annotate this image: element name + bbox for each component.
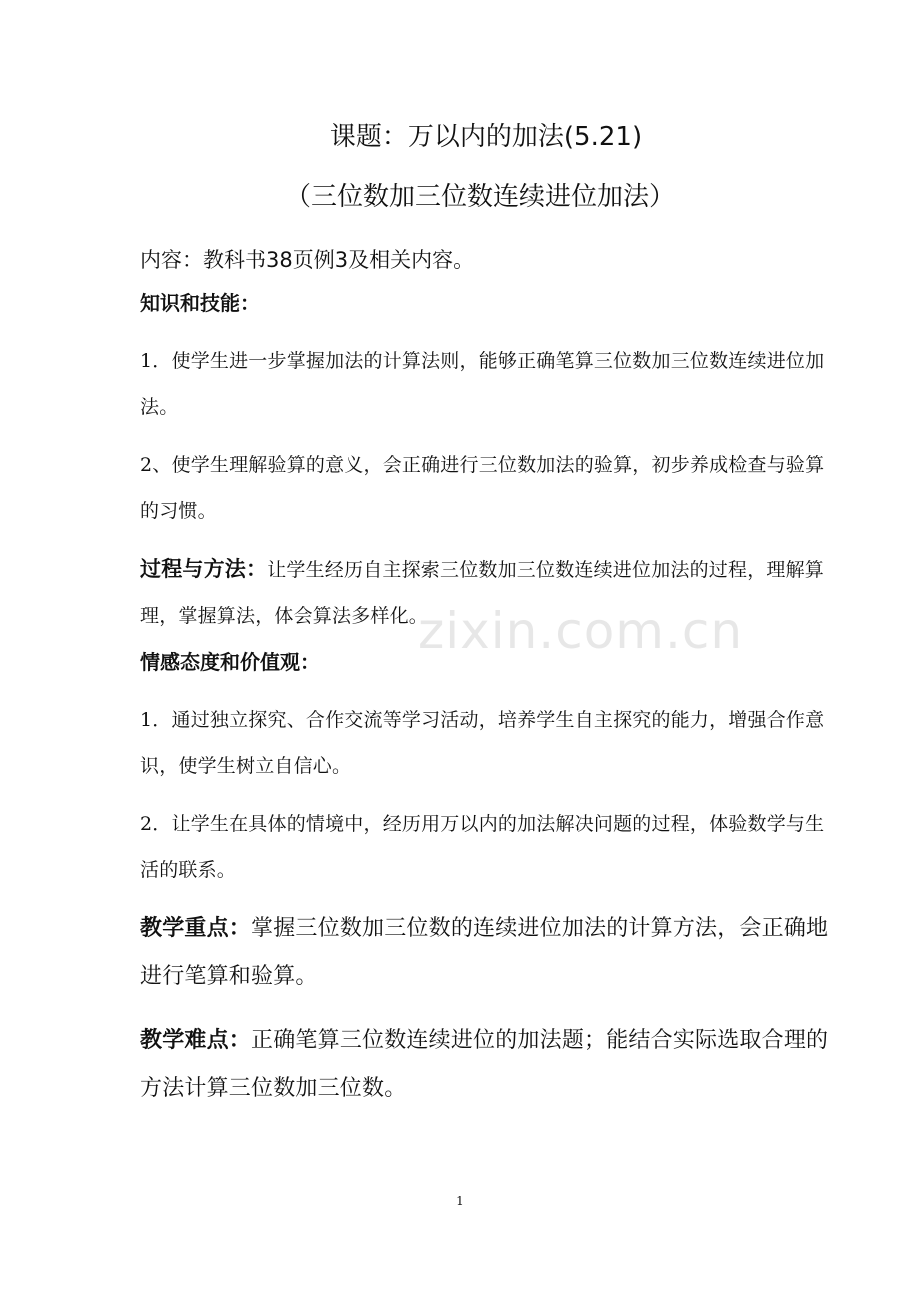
page-number: 1: [456, 1194, 464, 1208]
knowledge-item-2: 2、使学生理解验算的意义，会正确进行三位数加法的验算，初步养成检查与验算的习惯。: [140, 454, 825, 522]
emotion-heading: 情感态度和价值观：: [140, 650, 320, 674]
lesson-title: 课题：万以内的加法(5.21): [329, 122, 643, 152]
key-point-paragraph: [140, 905, 840, 1001]
key-point-text: 掌握三位数加三位数的连续进位加法的计算方法，会正确地进行笔算和验算。: [140, 916, 829, 989]
difficulty-text: 正确笔算三位数连续进位的加法题；能结合实际选取合理的方法计算三位数加三位数。: [140, 1028, 829, 1101]
watermark: zixin.com.cn: [418, 602, 744, 660]
process-lead: 过程与方法：: [140, 557, 268, 581]
emotion-item-2: 2．让学生在具体的情境中，经历用万以内的加法解决问题的过程，体验数学与生活的联系。: [140, 813, 825, 881]
knowledge-heading: 知识和技能：: [140, 291, 260, 315]
difficulty-paragraph: [140, 1017, 840, 1113]
difficulty-lead: 教学难点：: [140, 1028, 252, 1053]
key-point-lead: 教学重点：: [140, 916, 252, 941]
emotion-item-1: 1．通过独立探究、合作交流等学习活动，培养学生自主探究的能力，增强合作意识，使学生树立自信心。: [140, 709, 825, 777]
content-line: 内容：教科书38页例3及相关内容。: [140, 248, 475, 272]
process-paragraph: [140, 546, 840, 639]
process-text: 让学生经历自主探索三位数加三位数连续进位加法的过程，理解算理，掌握算法，体会算法多样化。: [140, 559, 825, 627]
lesson-body: [140, 240, 840, 1113]
lesson-subtitle: （三位数加三位数连续进位加法）: [284, 182, 675, 212]
knowledge-item-1: 1．使学生进一步掌握加法的计算法则，能够正确笔算三位数加三位数连续进位加法。: [140, 350, 825, 418]
